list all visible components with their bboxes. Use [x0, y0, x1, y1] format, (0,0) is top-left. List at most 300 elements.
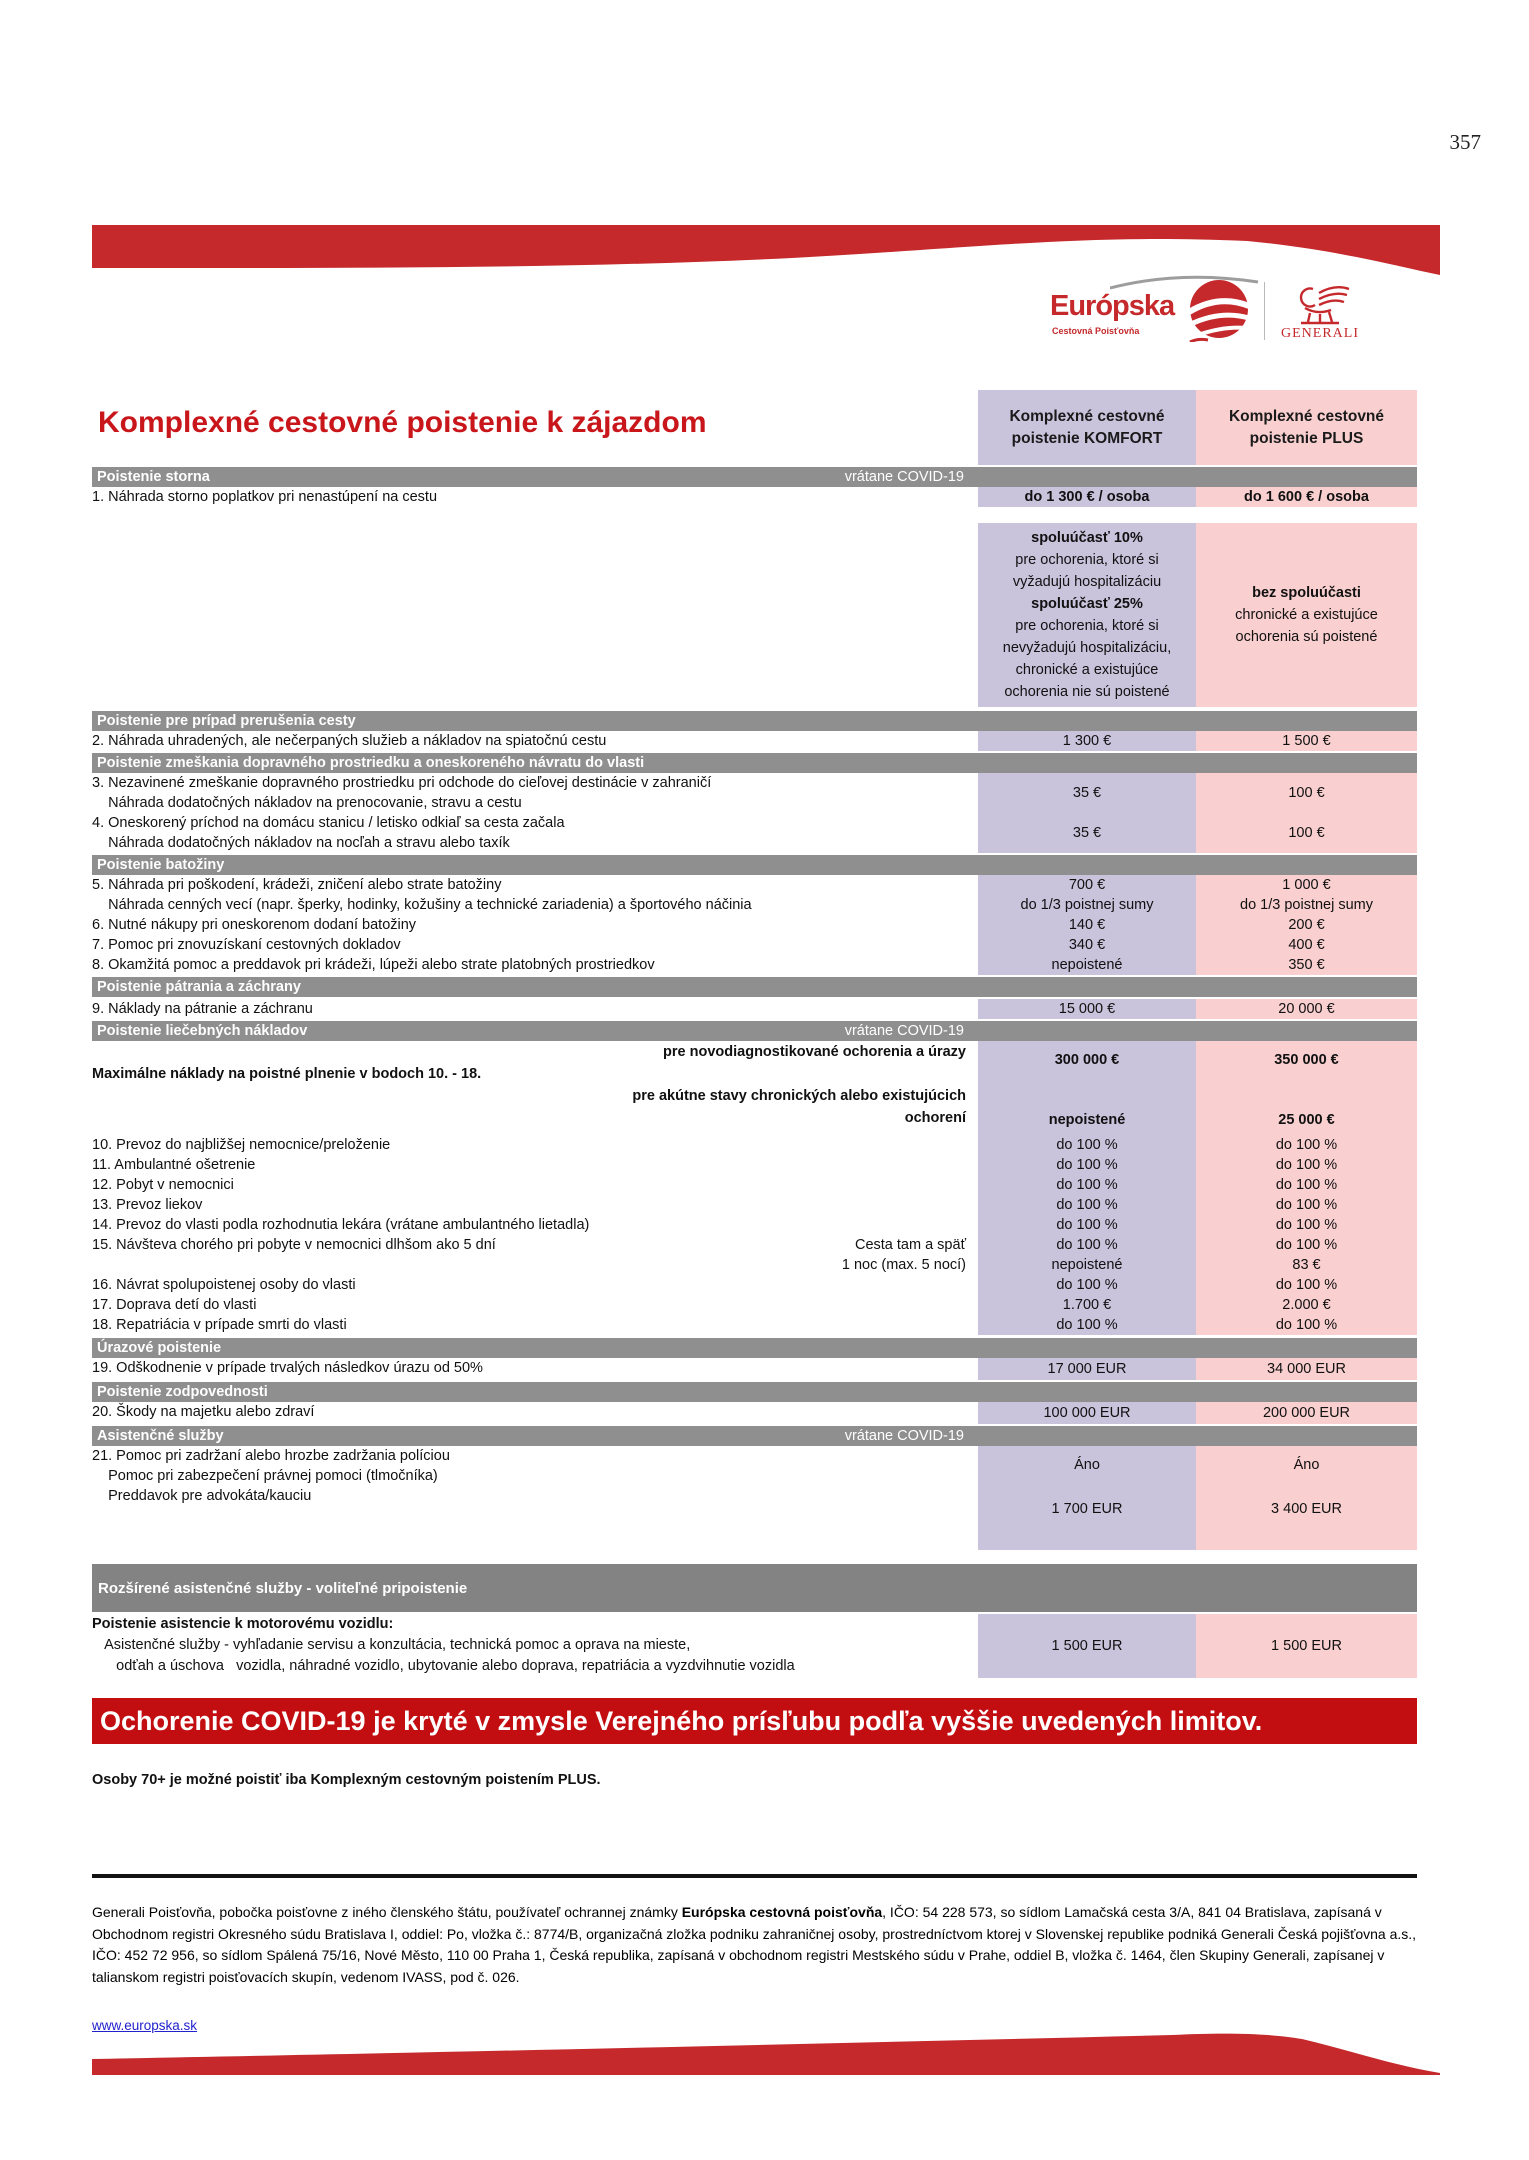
- value-line: [1196, 823, 1417, 843]
- value-cell-komfort: [978, 1402, 1196, 1424]
- row-label-cell: [92, 1446, 978, 1550]
- value-text: nepoistené: [1051, 957, 1123, 973]
- value-line: [978, 915, 1196, 935]
- row-label: 1. Náhrada storno poplatkov pri nenastúpení na cestu: [92, 489, 438, 505]
- value-cell-plus: [1196, 1155, 1417, 1175]
- value-text: 34 000 EUR: [1267, 1361, 1346, 1377]
- value-cell-komfort: [978, 487, 1196, 507]
- row-label: Asistenčné služby - vyhľadanie servisu a konzultácia, technická pomoc a oprava na mieste,: [92, 1637, 691, 1653]
- value-text: spoluúčasť 25%: [1031, 596, 1143, 612]
- table-row: [92, 1175, 1417, 1195]
- value-line: [978, 549, 1196, 571]
- value-line: [978, 571, 1196, 593]
- table-row: [92, 1135, 1417, 1155]
- optional-addon-label: Rozšírené asistenčné služby - voliteľné pripoistenie: [98, 1579, 468, 1597]
- value-text: do 100 %: [1056, 1137, 1118, 1153]
- value-text: 15 000 €: [1058, 1001, 1116, 1017]
- row-line: [92, 1041, 978, 1063]
- value-cell-plus: [1196, 813, 1417, 853]
- row-sublabel: ochorení: [904, 1110, 966, 1126]
- row-label: 4. Oneskorený príchod na domácu stanicu / letisko odkiaľ sa cesta začala: [92, 815, 565, 831]
- section-bar-main: [92, 1021, 978, 1041]
- value-text: ochorenia nie sú poistené: [1004, 684, 1170, 700]
- section-bar-label: Poistenie pátrania a záchrany: [97, 979, 301, 995]
- value-line: [1196, 895, 1417, 915]
- value-text: 100 €: [1288, 825, 1325, 841]
- value-line: [1196, 1498, 1417, 1520]
- row-label: [92, 1107, 905, 1129]
- optional-addon-bar: [92, 1564, 1417, 1612]
- value-cell-komfort: [978, 1614, 1196, 1678]
- value-cell-plus: [1196, 731, 1417, 751]
- section-bar-tail: [978, 1382, 1417, 1402]
- value-cell-plus: [1196, 1135, 1417, 1155]
- value-line: [1196, 1315, 1417, 1335]
- value-text: nepoistené: [1048, 1112, 1126, 1128]
- value-cell-plus: [1196, 1358, 1417, 1380]
- column-header-plus: Komplexné cestovné poistenie PLUS: [1196, 390, 1417, 465]
- value-line: [978, 1195, 1196, 1215]
- table-row: [92, 875, 1417, 915]
- row-label: 11. Ambulantné ošetrenie: [92, 1157, 256, 1173]
- row-line: [92, 487, 978, 507]
- value-line: [978, 615, 1196, 637]
- row-label: 3. Nezavinené zmeškanie dopravného prostriedku pri odchode do cieľovej destinácie v zahraničí: [92, 775, 712, 791]
- value-cell-plus: [1196, 487, 1417, 507]
- value-text: 200 €: [1288, 917, 1325, 933]
- section-bar-main: [92, 855, 978, 875]
- value-text: 350 000 €: [1274, 1052, 1339, 1068]
- value-text: 100 €: [1288, 785, 1325, 801]
- value-line: [1196, 1403, 1417, 1423]
- value-text: do 100 %: [1275, 1177, 1338, 1193]
- generali-lion-icon: [1289, 281, 1351, 325]
- row-line: [92, 955, 978, 975]
- row-line: [92, 1135, 978, 1155]
- table-row: [92, 1358, 1417, 1380]
- section-bar-main: [92, 1426, 978, 1446]
- table-row: [92, 1235, 1417, 1275]
- value-line: [1196, 1175, 1417, 1195]
- value-cell-komfort: [978, 1235, 1196, 1275]
- value-cell-komfort: [978, 875, 1196, 915]
- value-text: 35 €: [1072, 825, 1102, 841]
- value-text: pre ochorenia, ktoré si: [1015, 552, 1159, 568]
- value-line: [978, 875, 1196, 895]
- table-row: [92, 813, 1417, 853]
- row-label-cell: [92, 1135, 978, 1155]
- section-bar-main: [92, 1338, 978, 1358]
- section-bar-label: Poistenie pre prípad prerušenia cesty: [97, 713, 356, 729]
- footer-brand-bold: Európska cestovná poisťovňa: [681, 1904, 883, 1920]
- row-label-cell: [92, 773, 978, 813]
- row-line: [92, 1614, 978, 1635]
- covid-banner: Ochorenie COVID-19 je kryté v zmysle Verejného prísľubu podľa vyššie uvedených limitov.: [92, 1698, 1417, 1744]
- value-text: bez spoluúčasti: [1252, 585, 1361, 601]
- table-row: [92, 773, 1417, 813]
- value-text: nepoistené: [1051, 1257, 1123, 1273]
- value-text: 1 500 EUR: [1271, 1638, 1342, 1654]
- value-line: [1196, 915, 1417, 935]
- value-text: Áno: [1293, 1457, 1320, 1473]
- value-text: 1.700 €: [1062, 1297, 1112, 1313]
- value-line: [978, 1476, 1196, 1498]
- table-row: [92, 915, 1417, 935]
- value-line: [978, 1255, 1196, 1275]
- value-text: do 100 %: [1275, 1137, 1338, 1153]
- covid-included-label: vrátane COVID-19: [844, 1023, 964, 1039]
- brand-logos: [1050, 272, 1420, 350]
- row-label: 2. Náhrada uhradených, ale nečerpaných služieb a nákladov na spiatočnú cestu: [92, 733, 607, 749]
- value-text: do 100 %: [1275, 1157, 1338, 1173]
- row-line: [92, 1085, 978, 1107]
- value-line: [978, 1175, 1196, 1195]
- value-cell-plus: [1196, 1041, 1417, 1135]
- comparison-table: [92, 390, 1417, 2035]
- value-text: 2.000 €: [1282, 1297, 1331, 1313]
- row-label: 13. Prevoz liekov: [92, 1197, 203, 1213]
- row-line: [92, 1275, 978, 1295]
- value-text: 700 €: [1068, 877, 1106, 893]
- row-label: 5. Náhrada pri poškodení, krádeži, zničení alebo strate batožiny: [92, 877, 502, 893]
- value-line: [1196, 1275, 1417, 1295]
- value-cell-plus: [1196, 875, 1417, 915]
- row-label-cell: [92, 1235, 978, 1275]
- section-bar-tail: [978, 467, 1417, 487]
- value-cell-komfort: [978, 915, 1196, 935]
- section-bar: [92, 1382, 1417, 1402]
- section-bar-tail: [978, 1426, 1417, 1446]
- section-bar-main: [92, 711, 978, 731]
- value-text: do 100 %: [1056, 1317, 1118, 1333]
- value-text: 400 €: [1288, 937, 1325, 953]
- page-number: 357: [1449, 130, 1481, 154]
- value-line: [1196, 1235, 1417, 1255]
- row-label: 14. Prevoz do vlasti podla rozhodnutia lekára (vrátane ambulantného lietadla): [92, 1217, 590, 1233]
- value-text: 1 000 €: [1282, 877, 1331, 893]
- value-line: [1196, 1045, 1417, 1075]
- footer-text-1: Generali Poisťovňa, pobočka poisťovne z iného členského štátu, používateľ ochrannej známky: [92, 1904, 682, 1920]
- value-line: [978, 1075, 1196, 1105]
- website-link[interactable]: www.europska.sk: [92, 2018, 198, 2033]
- value-text: 100 000 EUR: [1043, 1405, 1131, 1421]
- section-bar-main: [92, 467, 978, 487]
- value-line: [1196, 875, 1417, 895]
- value-line: [978, 1295, 1196, 1315]
- value-line: [978, 1403, 1196, 1423]
- row-label-cell: [92, 1358, 978, 1380]
- row-label: [92, 1041, 663, 1063]
- value-line: [978, 1105, 1196, 1135]
- value-text: 3 400 EUR: [1271, 1501, 1342, 1517]
- row-label-cell: [92, 915, 978, 935]
- value-line: [978, 783, 1196, 803]
- row-label: 16. Návrat spolupoistenej osoby do vlasti: [92, 1277, 356, 1293]
- value-line: [1196, 626, 1417, 648]
- value-line: [978, 731, 1196, 751]
- value-text: do 1 300 € / osoba: [1024, 489, 1150, 505]
- value-cell-komfort: [978, 1315, 1196, 1335]
- value-cell-komfort: [978, 1135, 1196, 1155]
- page-title: Komplexné cestovné poistenie k zájazdom: [98, 406, 707, 439]
- value-cell-komfort: [978, 731, 1196, 751]
- value-line: [1196, 999, 1417, 1019]
- row-label-cell: [92, 999, 978, 1019]
- section-bar: [92, 753, 1417, 773]
- value-line: [1196, 1359, 1417, 1379]
- value-cell-komfort: [978, 1175, 1196, 1195]
- table-row: [92, 955, 1417, 975]
- value-text: 25 000 €: [1278, 1112, 1335, 1128]
- value-cell-plus: [1196, 1614, 1417, 1678]
- row-gap: [92, 507, 1417, 523]
- value-line: [1196, 604, 1417, 626]
- row-line: [92, 1635, 978, 1656]
- value-text: chronické a existujúce: [1235, 607, 1378, 623]
- value-text: 20 000 €: [1278, 1001, 1335, 1017]
- table-row: [92, 1315, 1417, 1335]
- value-cell-plus: [1196, 1175, 1417, 1195]
- row-label-cell: [92, 731, 978, 751]
- section-bar-tail: [978, 753, 1417, 773]
- table-row: [92, 999, 1417, 1019]
- table-row: [92, 1041, 1417, 1135]
- value-line: [978, 935, 1196, 955]
- section-bar: [92, 977, 1417, 997]
- row-line: [92, 773, 978, 793]
- value-line: [1196, 487, 1417, 507]
- value-text: nevyžadujú hospitalizáciu,: [1002, 640, 1172, 656]
- value-line: [1196, 582, 1417, 604]
- row-line: [92, 1063, 978, 1085]
- table-row: [92, 1446, 1417, 1550]
- value-line: [978, 593, 1196, 615]
- row-sublabel: pre akútne stavy chronických alebo existujúcich: [632, 1088, 966, 1104]
- value-line: [978, 895, 1196, 915]
- value-cell-plus: [1196, 523, 1417, 707]
- value-line: [978, 527, 1196, 549]
- row-line: [92, 1107, 978, 1129]
- row-label: 9. Náklady na pátranie a záchranu: [92, 1001, 313, 1017]
- value-line: [978, 1235, 1196, 1255]
- row-line: [92, 1175, 978, 1195]
- value-text: do 100 %: [1056, 1237, 1118, 1253]
- row-line: [92, 1155, 978, 1175]
- row-line: [92, 1446, 978, 1466]
- value-line: [1196, 955, 1417, 975]
- footer-text-2: , IČO: 54 228 573, so sídlom Lamačská cesta 3/A, 841 04 Bratislava, zapísaná v Obchodnom registri Okresného súdu Bratislava I, oddiel: Po, vložka č.: 8774/B, organizačná zložka podniku zahraničnej osoby, prostredníctvom ktorej v Slovenskej republike podniká Generali Česká pojišťovna a.s., IČO: 452 72 956, so sídlom Spálená 75/16, Nové Město, 110 00 Praha 1, Česká republika, zapísaná v obchodnom registri Mestského súdu v Prahe, oddiel B, vložka č. 1464, člen Skupiny Generali, zapísanej v talianskom registri poisťovacích skupín, vedenom IVASS, pod č. 026.: [92, 1904, 1417, 1985]
- section-bar-label: Poistenie batožiny: [97, 857, 225, 873]
- row-label: 20. Škody na majetku alebo zdraví: [92, 1404, 315, 1420]
- section-bar: [92, 711, 1417, 731]
- section-bar-label: Asistenčné služby: [97, 1428, 224, 1444]
- row-label: [92, 1255, 842, 1275]
- row-label-cell: [92, 1614, 978, 1678]
- logo-divider: [1264, 282, 1265, 340]
- value-text: do 100 %: [1056, 1197, 1118, 1213]
- row-line: [92, 731, 978, 751]
- value-line: [978, 999, 1196, 1019]
- row-label-cell: [92, 935, 978, 955]
- row-label-cell: [92, 1315, 978, 1335]
- value-text: do 100 %: [1275, 1277, 1338, 1293]
- covid-included-label: vrátane COVID-19: [844, 1428, 964, 1444]
- section-bar-label: Poistenie liečebných nákladov: [97, 1023, 308, 1039]
- value-text: do 1 600 € / osoba: [1244, 489, 1369, 505]
- value-cell-komfort: [978, 523, 1196, 707]
- value-cell-komfort: [978, 955, 1196, 975]
- value-line: [978, 1155, 1196, 1175]
- value-line: [1196, 1255, 1417, 1275]
- value-text: 1 500 EUR: [1051, 1638, 1123, 1654]
- value-cell-plus: [1196, 1446, 1417, 1550]
- row-line: [92, 999, 978, 1019]
- value-text: 200 000 EUR: [1262, 1405, 1351, 1421]
- value-line: [1196, 1295, 1417, 1315]
- row-label: odťah a úschova vozidla, náhradné vozidlo, ubytovanie alebo doprava, repatriácia a vyzdvihnutie vozidla: [92, 1658, 795, 1674]
- europska-globe-icon: [1188, 278, 1250, 342]
- value-line: [1196, 1135, 1417, 1155]
- row-label: 6. Nutné nákupy pri oneskorenom dodaní batožiny: [92, 917, 417, 933]
- section-bar-label: Úrazové poistenie: [97, 1340, 222, 1356]
- row-label: 7. Pomoc pri znovuzískaní cestovných dokladov: [92, 937, 401, 953]
- row-label: 10. Prevoz do najbližšej nemocnice/preloženie: [92, 1137, 391, 1153]
- value-line: [1196, 1454, 1417, 1476]
- value-text: 1 300 €: [1062, 733, 1112, 749]
- table-row: [92, 1402, 1417, 1424]
- section-bar-label: Poistenie zodpovednosti: [97, 1384, 268, 1400]
- row-sublabel: 1 noc (max. 5 nocí): [841, 1257, 966, 1273]
- value-text: Áno: [1074, 1457, 1100, 1473]
- table-row: [92, 1215, 1417, 1235]
- row-label-cell: [92, 1295, 978, 1315]
- value-text: 350 €: [1288, 957, 1325, 973]
- row-label: 8. Okamžitá pomoc a preddavok pri krádeži, lúpeži alebo strate platobných prostriedkov: [92, 957, 655, 973]
- section-bar-tail: [978, 1021, 1417, 1041]
- value-text: 1 500 €: [1282, 733, 1331, 749]
- value-text: do 100 %: [1056, 1157, 1118, 1173]
- value-cell-plus: [1196, 1275, 1417, 1295]
- value-text: 140 €: [1068, 917, 1106, 933]
- value-cell-plus: [1196, 1402, 1417, 1424]
- value-text: do 1/3 poistnej sumy: [1240, 897, 1373, 913]
- value-cell-komfort: [978, 1155, 1196, 1175]
- value-line: [1196, 1155, 1417, 1175]
- value-cell-plus: [1196, 915, 1417, 935]
- value-line: [1196, 1476, 1417, 1498]
- row-label-cell: [92, 487, 978, 507]
- section-bar-label: Poistenie storna: [97, 469, 210, 485]
- row-label: Náhrada dodatočných nákladov na prenocovanie, stravu a cestu: [92, 795, 522, 811]
- value-text: ochorenia sú poistené: [1235, 629, 1378, 645]
- value-line: [1196, 731, 1417, 751]
- row-sublabel: pre novodiagnostikované ochorenia a úrazy: [663, 1044, 966, 1060]
- value-text: chronické a existujúce: [1015, 662, 1159, 678]
- table-body: [92, 467, 1417, 1678]
- value-line: [1196, 935, 1417, 955]
- row-line: [92, 1315, 978, 1335]
- row-line: [92, 1466, 978, 1486]
- row-label: [92, 1085, 632, 1107]
- section-bar-tail: [978, 711, 1417, 731]
- row-label: Náhrada cenných vecí (napr. šperky, hodinky, kožušiny a technické zariadenia) a športového náčinia: [92, 897, 752, 913]
- row-label: 12. Pobyt v nemocnici: [92, 1177, 234, 1193]
- row-label: 15. Návšteva chorého pri pobyte v nemocnici dlhšom ako 5 dní: [92, 1237, 496, 1253]
- value-cell-komfort: [978, 935, 1196, 955]
- table-row: [92, 1614, 1417, 1678]
- table-header: [92, 390, 1417, 465]
- value-text: do 100 %: [1275, 1217, 1338, 1233]
- row-line: [92, 1195, 978, 1215]
- table-row: [92, 523, 1417, 707]
- row-line: [92, 833, 978, 853]
- table-row: [92, 1275, 1417, 1295]
- value-text: spoluúčasť 10%: [1031, 530, 1143, 546]
- value-text: do 100 %: [1056, 1217, 1118, 1233]
- row-label-cell: [92, 1402, 978, 1424]
- value-cell-komfort: [978, 1358, 1196, 1380]
- row-label: 17. Doprava detí do vlasti: [92, 1297, 257, 1313]
- row-label-cell: [92, 523, 978, 707]
- row-line: [92, 1656, 978, 1677]
- covid-included-label: vrátane COVID-19: [844, 469, 964, 485]
- value-cell-komfort: [978, 1195, 1196, 1215]
- row-line: [92, 1235, 978, 1255]
- value-cell-plus: [1196, 999, 1417, 1019]
- row-line: [92, 1402, 978, 1422]
- value-cell-komfort: [978, 1041, 1196, 1135]
- row-label-cell: [92, 813, 978, 853]
- note-70plus: Osoby 70+ je možné poistiť iba Komplexným cestovným poistením PLUS.: [92, 1772, 601, 1788]
- value-line: [1196, 1636, 1417, 1656]
- row-line: [92, 1255, 978, 1275]
- value-line: [1196, 783, 1417, 803]
- row-line: [92, 875, 978, 895]
- value-cell-plus: [1196, 1215, 1417, 1235]
- table-row: [92, 731, 1417, 751]
- generali-logo: [1281, 281, 1359, 342]
- value-line: [978, 955, 1196, 975]
- value-text: 1 700 EUR: [1051, 1501, 1123, 1517]
- row-sublabel: Cesta tam a späť: [854, 1237, 966, 1253]
- row-label: Pomoc pri zabezpečení právnej pomoci (tlmočníka): [92, 1468, 438, 1484]
- value-line: [978, 1636, 1196, 1656]
- section-bar-tail: [978, 977, 1417, 997]
- row-label: Poistenie asistencie k motorovému vozidlu:: [92, 1616, 394, 1632]
- section-bar: [92, 855, 1417, 875]
- row-line: [92, 1358, 978, 1378]
- row-line: [92, 935, 978, 955]
- value-line: [978, 1315, 1196, 1335]
- value-text: do 100 %: [1275, 1197, 1338, 1213]
- value-text: do 100 %: [1275, 1237, 1338, 1253]
- row-label-cell: [92, 875, 978, 915]
- value-line: [978, 1135, 1196, 1155]
- row-line: [92, 793, 978, 813]
- value-line: [978, 1454, 1196, 1476]
- value-cell-plus: [1196, 1235, 1417, 1275]
- section-bar: [92, 1021, 1417, 1041]
- value-line: [1196, 1215, 1417, 1235]
- value-line: [978, 1498, 1196, 1520]
- value-line: [978, 637, 1196, 659]
- section-bar-main: [92, 1382, 978, 1402]
- value-text: do 100 %: [1056, 1177, 1118, 1193]
- row-line: [92, 915, 978, 935]
- row-label-cell: [92, 1041, 978, 1135]
- row-label-cell: [92, 1275, 978, 1295]
- row-label: Maximálne náklady na poistné plnenie v bodoch 10. - 18.: [92, 1066, 482, 1082]
